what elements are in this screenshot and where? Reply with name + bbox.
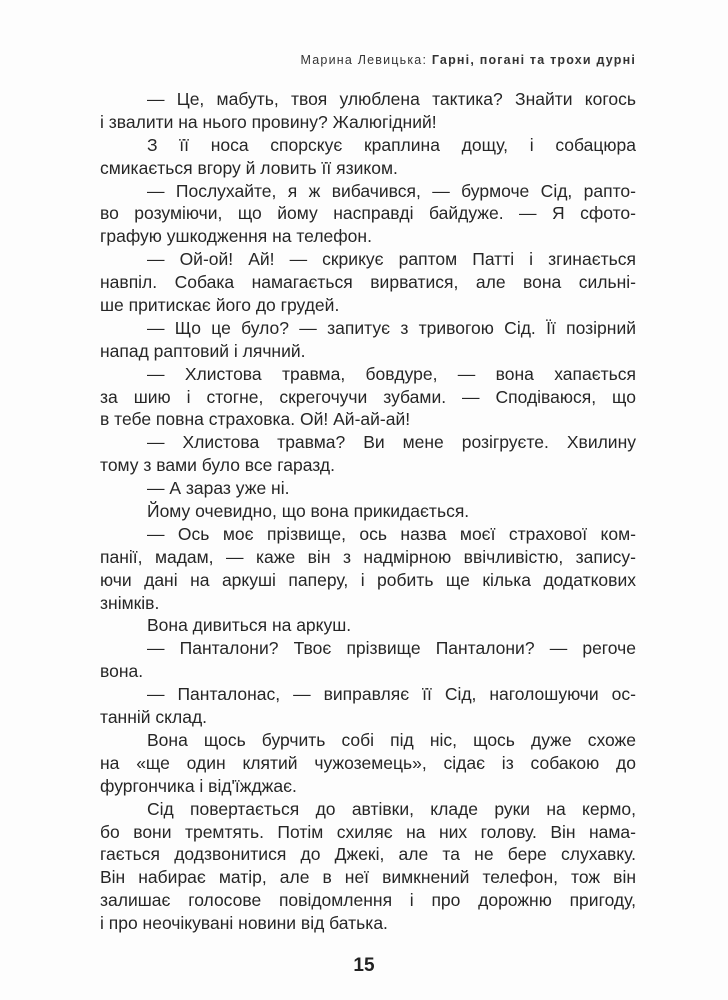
text-line: — Панталони? Твоє прізвище Панталони? — регоче	[147, 638, 636, 659]
text-line: графую ушкодження на телефон.	[100, 226, 372, 247]
text-line: — Що це було? — запитує з тривогою Сід. Її позірний	[147, 317, 636, 338]
text-line: гається додзвонитися до Джекі, але та не бере слухавку.	[100, 844, 636, 865]
text-line: — Хлистова травма? Ви мене розігруєте. Хвилину	[147, 432, 636, 453]
text-line: бо вони тремтять. Потім схиляє на них голову. Він нама-	[100, 821, 636, 842]
page-body-text	[100, 88, 636, 935]
text-line: в тебе повна страховка. Ой! Ай-ай-ай!	[100, 409, 411, 430]
text-line: — Це, мабуть, твоя улюблена тактика? Знайти когось	[147, 89, 636, 109]
text-line: танній склад.	[100, 707, 208, 728]
text-line: знімків.	[100, 592, 160, 613]
header-book-title: Гарні, погані та трохи дурні	[431, 53, 636, 67]
text-line: ючи дані на аркуші паперу, і робить ще кілька додаткових	[100, 569, 636, 590]
page-number: 15	[353, 955, 375, 976]
text-line: Вона щось бурчить собі під ніс, щось дуже схоже	[147, 729, 636, 750]
header-author: Марина Левицька:	[300, 53, 428, 67]
text-line: навпіл. Собака намагається вирватися, але вона сильні-	[100, 272, 636, 293]
text-line: тому з вами було все гаразд.	[100, 455, 335, 476]
text-line: Він набирає матір, але в неї вимкнений телефон, тож він	[100, 867, 636, 888]
text-line: залишає голосове повідомлення і про дорожню пригоду,	[100, 890, 636, 911]
text-line: вона.	[100, 661, 144, 682]
text-line: — Ой-ой! Ай! — скрикує раптом Патті і згинається	[147, 249, 636, 270]
text-line: на «ще один клятий чужоземець», сідає із собакою до	[100, 752, 636, 773]
text-line: за шию і стогне, скрегочучи зубами. — Сподіваюся, що	[100, 386, 636, 407]
text-line: ше притискає його до грудей.	[100, 295, 340, 316]
text-line: Вона дивиться на аркуш.	[147, 615, 352, 636]
text-line: — Послухайте, я ж вибачився, — бурмоче Сід, рапто-	[147, 180, 636, 201]
text-line: — Панталонас, — виправляє її Сід, наголошуючи ос-	[147, 684, 636, 705]
text-line: фургончика і від'їжджає.	[100, 775, 297, 796]
text-line: — Ось моє прізвище, ось назва моєї страхової ком-	[147, 523, 636, 544]
text-line: панії, мадам, — каже він з надмірною ввічливістю, запису-	[100, 546, 636, 567]
text-line: смикається вгору й ловить її язиком.	[100, 157, 398, 178]
text-line: во розуміючи, що йому насправді байдуже. — Я сфото-	[100, 203, 636, 224]
text-line: і про неочікувані новини від батька.	[100, 913, 388, 934]
text-line: Сід повертається до автівки, кладе руки на кермо,	[147, 798, 636, 819]
text-line: — Хлистова травма, бовдуре, — вона хапається	[147, 363, 636, 384]
running-header	[301, 53, 636, 67]
text-line: — А зараз уже ні.	[147, 478, 290, 499]
text-line: Йому очевидно, що вона прикидається.	[147, 501, 470, 522]
text-line: напад раптовий і лячний.	[100, 340, 306, 361]
text-line: і звалити на нього провину? Жалюгідний!	[100, 111, 437, 132]
text-line: З її носа спорскує краплина дощу, і собацюра	[147, 134, 636, 155]
